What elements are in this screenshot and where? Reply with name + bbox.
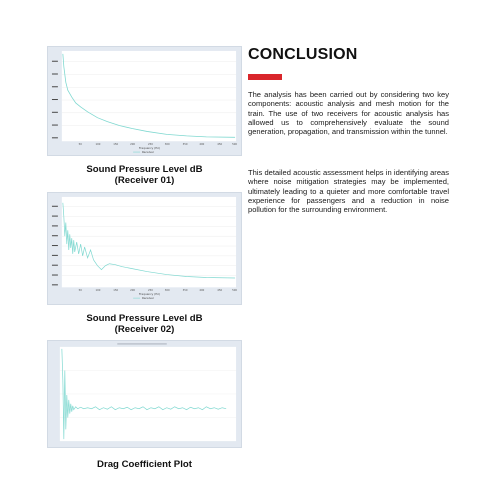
figure-1-caption-line2: (Receiver 01) [114, 175, 175, 186]
x-tick-label: 200 [130, 143, 136, 147]
x-tick-label: 200 [130, 289, 136, 293]
x-tick-label: 50 [78, 143, 82, 147]
conclusion-heading: CONCLUSION [248, 46, 358, 63]
x-tick-label: 450 [217, 143, 223, 147]
legend-label: Receiver [142, 150, 154, 155]
plot-area [62, 51, 236, 141]
x-tick-label: 500 [232, 143, 237, 147]
x-tick-label: 250 [147, 289, 153, 293]
figure-3-caption-line1: Drag Coefficient Plot [97, 459, 192, 470]
x-tick-label: 100 [95, 289, 101, 293]
x-tick-label: 100 [95, 143, 101, 147]
accent-bar [248, 74, 282, 80]
legend-label: Receiver [142, 296, 154, 301]
x-tick-label: 150 [113, 289, 119, 293]
x-tick-label: 300 [164, 289, 170, 293]
x-tick-label: 350 [182, 143, 188, 147]
plot-area [62, 197, 236, 287]
figure-2-caption [47, 313, 242, 335]
x-tick-label: 300 [164, 143, 170, 147]
figure-2-caption-line2: (Receiver 02) [114, 324, 175, 335]
conclusion-paragraph: This detailed acoustic assessment helps in identifying areas where noise mitigation strategies may be implemented, ultimately leading to a quieter and more comfortable travel experience for passengers and a reduction in noise pollution for the surrounding environment. [248, 168, 449, 215]
conclusion-paragraph: The analysis has been carried out by considering two key components: acoustic analysis and mesh motion for the train. The use of two receivers for acoustic analysis has allowed us to comprehensively evaluate the sound generation, propagation, and transmission within the tunnel. [248, 90, 449, 137]
x-tick-label: 350 [182, 289, 188, 293]
drag-coefficient-svg [48, 341, 241, 447]
spl-receiver-01-svg [48, 47, 241, 155]
drag-coefficient-plot [47, 340, 242, 448]
figure-3-caption [47, 459, 242, 470]
x-tick-label: 400 [199, 289, 205, 293]
x-tick-label: 500 [232, 289, 237, 293]
x-axis-label: Frequency (Hz) [139, 146, 160, 151]
figure-1-caption-line1: Sound Pressure Level dB [86, 164, 203, 175]
x-axis-label: Frequency (Hz) [139, 292, 160, 297]
x-tick-label: 150 [113, 143, 119, 147]
x-tick-label: 450 [217, 289, 223, 293]
spl-receiver-02-plot [47, 192, 242, 305]
spl-receiver-02-svg [48, 193, 241, 304]
figure-1-caption [47, 164, 242, 186]
x-tick-label: 50 [78, 289, 82, 293]
x-tick-label: 400 [199, 143, 205, 147]
spl-receiver-01-plot [47, 46, 242, 156]
x-tick-label: 250 [147, 143, 153, 147]
figure-2-caption-line1: Sound Pressure Level dB [86, 313, 203, 324]
